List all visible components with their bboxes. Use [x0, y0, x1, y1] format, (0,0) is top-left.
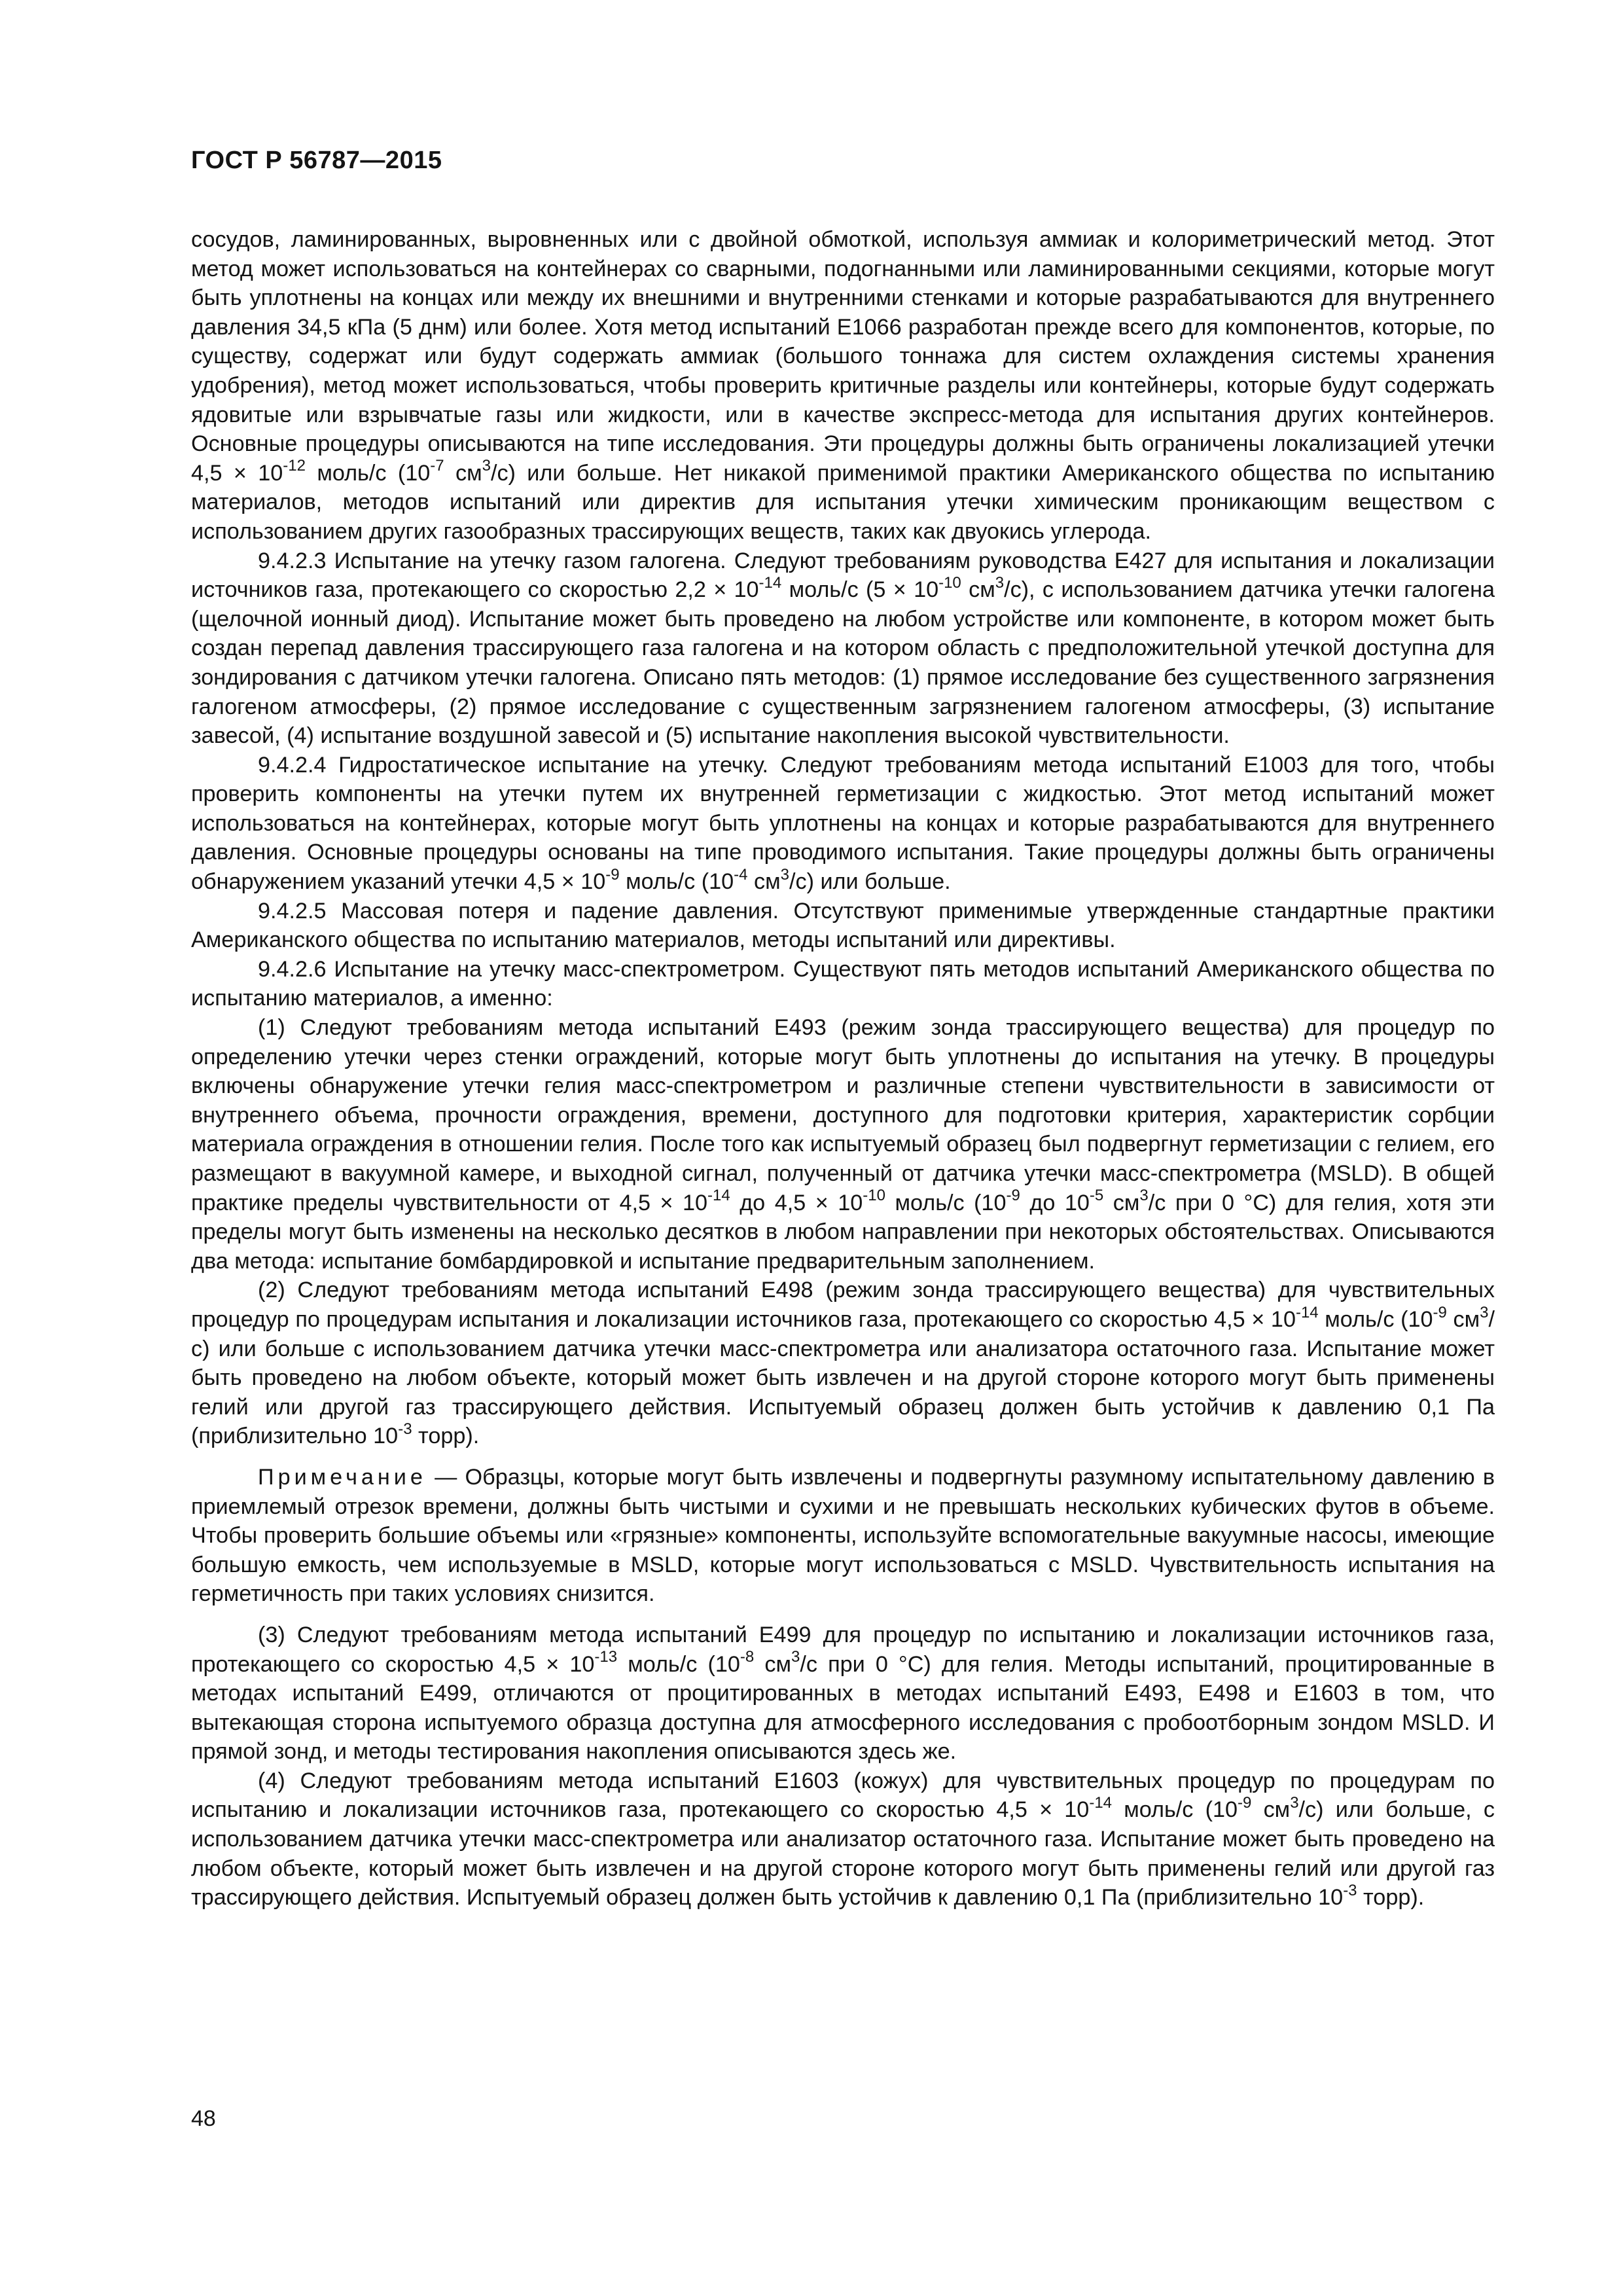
document-code-header: ГОСТ Р 56787—2015 [191, 147, 442, 174]
list-item-1: (1) Следуют требованиям метода испытаний E493 (режим зонда трассирующего вещества) для процедур по определению утечки через стенки ограждений, которые могут быть уплотнены до испытания на утечку. В процедуры включены обнаружение утечки гелия масс-спектрометром и различные степени чувствительности в зависимости от внутреннего объема, прочности ограждения, времени, доступного для подготовки критерия, характеристик сорбции материала ограждения в отношении гелия. После того как испытуемый образец был подвергнут герметизации с гелием, его размещают в вакуумной камере, и выходной сигнал, полученный от датчика утечки масс-спектрометра (MSLD). В общей практике пределы чувствительности от $4,5 \times 10^{-14}$ до $4,5 \times 10^{-10}$ моль/с ($10^{-9}$ до $10^{-5}$ $см^3/с$ при 0 °С) для гелия, хотя эти пределы могут быть изменены на несколько десятков в любом направлении при некоторых обстоятельствах. Описываются два метода: испытание бомбардировкой и испытание предварительным заполнением. [191, 1015, 1495, 1274]
page-number: 48 [191, 2106, 216, 2131]
list-item-4: (4) Следуют требованиям метода испытаний E1603 (кожух) для чувствительных процедур по процедурам по испытанию и локализации источников газа, протекающего со скоростью $4,5 \times 10^{-14}$ моль/с ($10^{-9}$ $см^3/с$) или больше, с использованием датчика утечки масс-спектрометра или анализатор остаточного газа. Испытание может быть проведено на любом объекте, который может быть извлечен и на другой стороне которого могут быть применены гелий или другой газ трассирующего действия. Испытуемый образец должен быть устойчив к давлению 0,1 Па (приблизительно $10^{-3}$ торр). [191, 1768, 1495, 1910]
paragraph-continuation: сосудов, ламинированных, выровненных или с двойной обмоткой, используя аммиак и колориметрический метод. Этот метод может использоваться на контейнерах со сварными, подогнанными или ламинированными секциями, которые могут быть уплотнены на концах или между их внешними и внутренними стенками и которые разрабатываются для внутреннего давления 34,5 кПа (5 днм) или более. Хотя метод испытаний E1066 разработан прежде всего для компонентов, которые, по существу, содержат или будут содержать аммиак (большого тоннажа для систем охлаждения системы хранения удобрения), метод может использоваться, чтобы проверить критичные разделы или контейнеры, которые будут содержать ядовитые или взрывчатые газы или жидкости, или в качестве экспресс-метода для испытания других контейнеров. Основные процедуры описываются на типе исследования. Эти процедуры должны быть ограничены локализацией утечки $4,5 \times 10^{-12}$ моль/с ($10^{-7}$ $см^3/с$) или больше. Нет никакой применимой практики Американского общества по испытанию материалов, методов испытаний или директив для испытания утечки химическим проникающим веществом с использованием других газообразных трассирующих веществ, таких как двуокись углерода. [191, 227, 1495, 544]
paragraph-9-4-2-5: 9.4.2.5 Массовая потеря и падение давления. Отсутствуют применимые утвержденные стандартные практики Американского общества по испытанию материалов, методы испытаний или директивы. [191, 898, 1495, 953]
note-label: Примечание [258, 1464, 427, 1490]
document-body [191, 225, 1495, 1912]
note-paragraph [191, 1463, 1495, 1609]
paragraph-9-4-2-3: 9.4.2.3 Испытание на утечку газом галогена. Следуют требованиям руководства E427 для испытания и локализации источников газа, протекающего со скоростью $2,2 \times 10^{-14}$ моль/с ($5 \times 10^{-10}$ $см^3/с$), с использованием датчика утечки галогена (щелочной ионный диод). Испытание может быть проведено на любом устройстве или компоненте, в котором может быть создан перепад давления трассирующего газа галогена и на котором область с предположительной утечкой доступна для зондирования с датчиком утечки галогена. Описано пять методов: (1) прямое исследование без существенного загрязнения галогеном атмосферы, (2) прямое исследование с существенным загрязнением галогеном атмосферы, (3) испытание завесой, (4) испытание воздушной завесой и (5) испытание накопления высокой чувствительности. [191, 548, 1495, 749]
paragraph-9-4-2-6: 9.4.2.6 Испытание на утечку масс-спектрометром. Существуют пять методов испытаний Американского общества по испытанию материалов, а именно: [191, 956, 1495, 1011]
note-text: — Образцы, которые могут быть извлечены и подвергнуты разумному испытательному давлению в приемлемый отрезок времени, должны быть чистыми и сухими и не превышать нескольких кубических футов в объеме. Чтобы проверить большие объемы или «грязные» компоненты, используйте вспомогательные вакуумные насосы, имеющие большую емкость, чем используемые в MSLD, которые могут использоваться с MSLD. Чувствительность испытания на герметичность при таких условиях снизится. [191, 1464, 1495, 1607]
list-item-2: (2) Следуют требованиям метода испытаний E498 (режим зонда трассирующего вещества) для чувствительных процедур по процедурам испытания и локализации источников газа, протекающего со скоростью $4,5 \times 10^{-14}$ моль/с ($10^{-9}$ $см^3/с$) или больше с использованием датчика утечки масс-спектрометра или анализатора остаточного газа. Испытание может быть проведено на любом объекте, который может быть извлечен и на другой стороне которого могут быть применены гелий или другой газ трассирующего действия. Испытуемый образец должен быть устойчив к давлению 0,1 Па (приблизительно $10^{-3}$ торр). [191, 1278, 1495, 1449]
list-item-3: (3) Следуют требованиям метода испытаний E499 для процедур по испытанию и локализации источников газа, протекающего со скоростью $4,5 \times 10^{-13}$ моль/с ($10^{-8}$ $см^3/с$ при 0 °С) для гелия. Методы испытаний, процитированные в методах испытаний E499, отличаются от процитированных в методах испытаний E493, E498 и E1603 в том, что вытекающая сторона испытуемого образца доступна для атмосферного исследования с пробоотборным зондом MSLD. И прямой зонд, и методы тестирования накопления описываются здесь же. [191, 1622, 1495, 1765]
paragraph-9-4-2-4: 9.4.2.4 Гидростатическое испытание на утечку. Следуют требованиям метода испытаний E1003 для того, чтобы проверить компоненты на утечки путем их внутренней герметизации с жидкостью. Этот метод испытаний может использоваться на контейнерах, которые могут быть уплотнены на концах и которые разрабатываются для внутреннего давления. Основные процедуры основаны на типе проводимого испытания. Такие процедуры должны быть ограничены обнаружением указаний утечки $4,5 \times 10^{-9}$ моль/с ($10^{-4}$ $см^3/с$) или больше. [191, 752, 1495, 895]
